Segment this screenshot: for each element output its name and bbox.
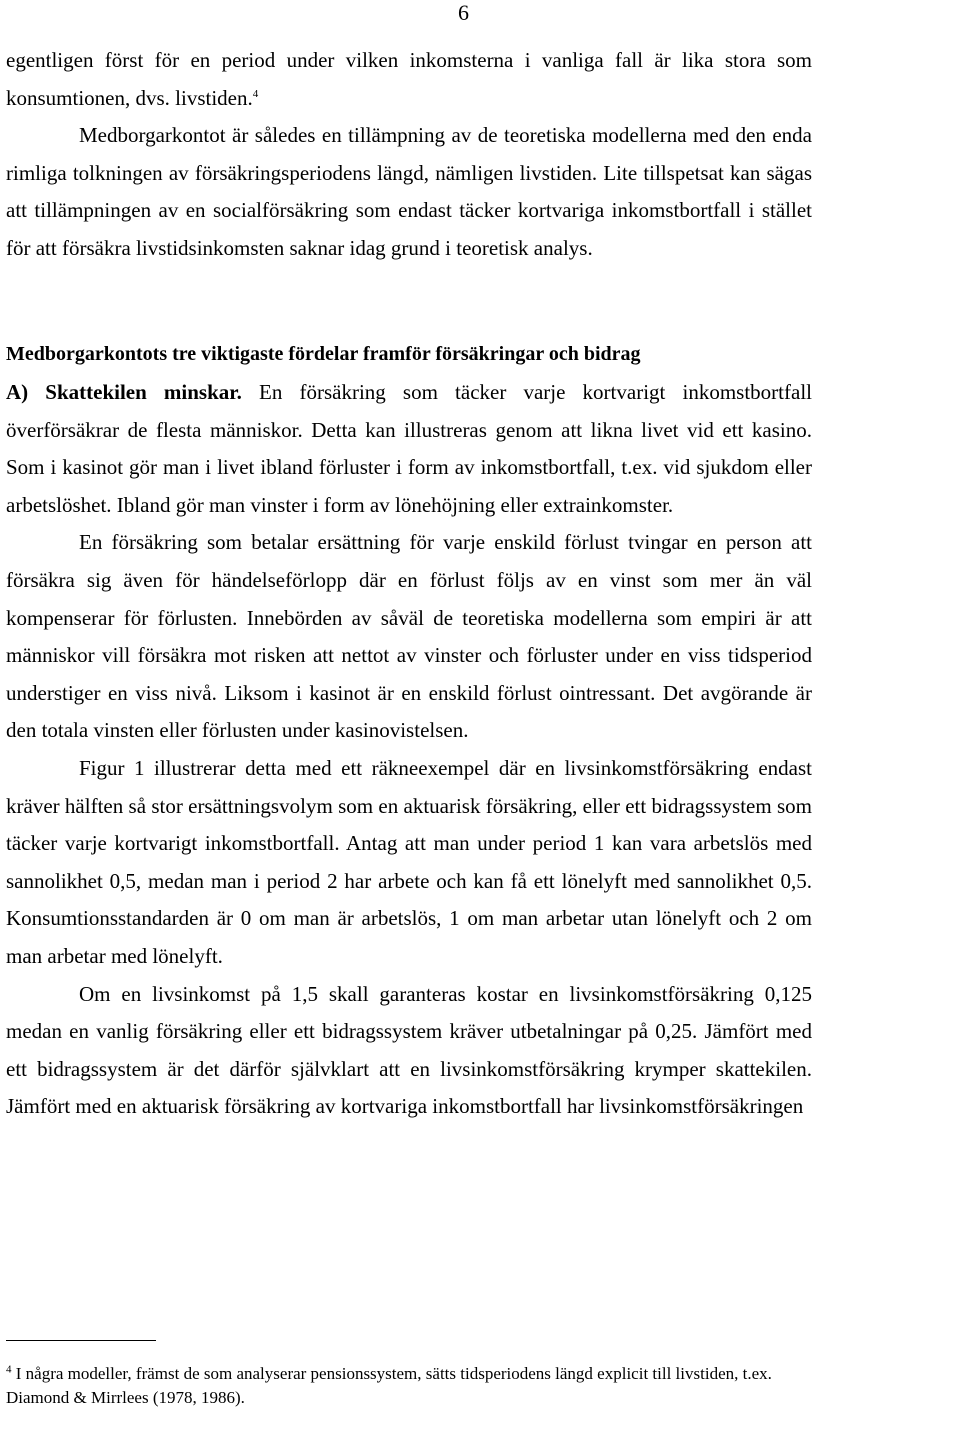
- footnote-text: I några modeller, främst de som analyserar pensionssystem, sätts tidsperiodens längd explicit till livstiden, t.ex. Diamond & Mirrlees (1978, 1986).: [6, 1364, 772, 1407]
- page-number: 6: [458, 0, 469, 25]
- footnote-reference: 4: [252, 87, 259, 100]
- paragraph-2: Medborgarkontot är således en tillämpning av de teoretiska modellerna med den enda rimliga tolkningen av försäkringsperiodens längd, nämligen livstiden. Lite tillspetsat kan sägas att tillämpningen av en socialförsäkring som endast täcker kortvariga inkomstbortfall i stället för att försäkra livstidsinkomsten saknar idag grund i teoretisk analys.: [6, 123, 812, 260]
- footnote: [6, 1362, 812, 1410]
- section-a-text: En försäkring som täcker varje kortvarigt inkomstbortfall överförsäkrar de flesta människor. Detta kan illustreras genom att likna livet vid ett kasino. Som i kasinot gör man i livet ibland förluster i form av inkomstbortfall, t.ex. vid sjukdom eller arbetslöshet. Ibland gör man vinster i form av lönehöjning eller extrainkomster.: [6, 380, 812, 517]
- paragraph-section-a: [6, 374, 812, 524]
- footnote-divider: [6, 1340, 156, 1341]
- paragraph-1-text: egentligen först för en period under vilken inkomsterna i vanliga fall är lika stora som konsumtionen, dvs. livstiden.: [6, 48, 812, 110]
- paragraph-5: Figur 1 illustrerar detta med ett räkneexempel där en livsinkomstförsäkring endast kräver hälften så stor ersättningsvolym som en aktuarisk försäkring, eller ett bidragssystem som täcker varje kortvarigt inkomstbortfall. Antag att man under period 1 kan vara arbetslös med sannolikhet 0,5, medan man i period 2 har arbete och kan få ett lönelyft med sannolikhet 0,5. Konsumtionsstandarden är 0 om man är arbetslös, 1 om man arbetar utan lönelyft och 2 om man arbetar med lönelyft.: [6, 755, 812, 968]
- paragraph-6: Om en livsinkomst på 1,5 skall garanteras kostar en livsinkomstförsäkring 0,125 medan en vanlig försäkring eller ett bidragssystem kräver utbetalningar på 0,25. Jämfört med ett bidragssystem är det därför självklart att en livsinkomstförsäkring krymper skattekilen. Jämfört med en aktuarisk försäkring av kortvariga inkomstbortfall har livsinkomstförsäkringen: [6, 981, 812, 1119]
- section-a-block: [6, 374, 812, 1126]
- paragraph-1: [6, 42, 812, 117]
- paragraph-4: En försäkring som betalar ersättning för varje enskild förlust tvingar en person att försäkra sig även för händelseförlopp där en förlust följs av en vinst som mer än väl kompenserar för förlusten. Innebörden av såväl de teoretiska modellerna som empiri är att människor vill försäkra mot risken att nettot av vinster och förluster under en viss tidsperiod understiger en viss nivå. Liksom i kasinot är en enskild förlust ointressant. Det avgörande är den totala vinsten eller förlusten under kasinovistelsen.: [6, 530, 812, 743]
- section-a-lead: A) Skattekilen minskar.: [6, 380, 242, 404]
- section-heading: Medborgarkontots tre viktigaste fördelar framför försäkringar och bidrag: [6, 343, 641, 365]
- footnote-marker: 4: [6, 1363, 12, 1376]
- paragraph-1-block: [6, 42, 812, 268]
